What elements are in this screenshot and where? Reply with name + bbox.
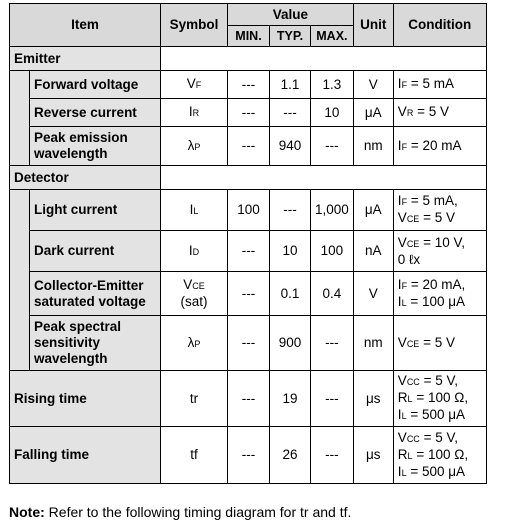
item-cell: Peak spectral sensitivity wavelength [30,316,161,371]
item-cell: Falling time [10,427,161,484]
min-cell: --- [228,127,270,166]
header-unit: Unit [353,4,393,47]
table-row [10,272,487,316]
max-cell: --- [311,427,354,484]
item-cell: Reverse current [30,99,161,127]
max-cell: 100 [311,231,354,272]
table-row [10,190,487,231]
condition-cell: VR = 5 V [393,99,486,127]
condition-cell: IF = 20 mA [393,127,486,166]
symbol-cell: tr [161,371,228,427]
unit-cell: μA [353,190,393,231]
min-cell: --- [228,427,270,484]
symbol-cell: VCE (sat) [161,272,228,316]
header-max: MAX. [311,26,354,47]
item-cell: Forward voltage [30,71,161,99]
symbol-cell: λP [161,316,228,371]
condition-cell: IF = 5 mA, VCE = 5 V [393,190,486,231]
symbol-cell: IL [161,190,228,231]
section-detector: Detector [10,166,161,190]
unit-cell: V [353,272,393,316]
unit-cell: nm [353,127,393,166]
max-cell: 0.4 [311,272,354,316]
min-cell: --- [228,371,270,427]
typ-cell: --- [270,190,311,231]
unit-cell: V [353,71,393,99]
unit-cell: μs [353,427,393,484]
spec-table [9,3,487,484]
typ-cell: 940 [270,127,311,166]
min-cell: --- [228,231,270,272]
max-cell: --- [311,316,354,371]
unit-cell: μs [353,371,393,427]
note-label: Note: [9,504,45,520]
symbol-cell: λP [161,127,228,166]
symbol-cell: VF [161,71,228,99]
table-row [10,127,487,166]
min-cell: --- [228,99,270,127]
condition-cell: IF = 5 mA [393,71,486,99]
header-value: Value [228,4,354,26]
condition-cell: IF = 20 mA, IL = 100 μA [393,272,486,316]
unit-cell: nA [353,231,393,272]
indent-cell [10,71,30,166]
typ-cell: 26 [270,427,311,484]
max-cell: 1.3 [311,71,354,99]
min-cell: --- [228,71,270,99]
typ-cell: 19 [270,371,311,427]
typ-cell: --- [270,99,311,127]
unit-cell: μA [353,99,393,127]
typ-cell: 0.1 [270,272,311,316]
section-emitter: Emitter [10,47,161,71]
item-cell: Light current [30,190,161,231]
header-min: MIN. [228,26,270,47]
symbol-cell: tf [161,427,228,484]
min-cell: --- [228,316,270,371]
indent-cell [10,190,30,371]
max-cell: --- [311,127,354,166]
max-cell: 10 [311,99,354,127]
table-row [10,427,487,484]
header-symbol: Symbol [161,4,228,47]
typ-cell: 10 [270,231,311,272]
item-cell: Peak emission wavelength [30,127,161,166]
header-item: Item [10,4,161,47]
typ-cell: 1.1 [270,71,311,99]
symbol-cell: ID [161,231,228,272]
header-condition: Condition [393,4,486,47]
typ-cell: 900 [270,316,311,371]
condition-cell: VCE = 5 V [393,316,486,371]
table-row [10,316,487,371]
max-cell: --- [311,371,354,427]
min-cell: --- [228,272,270,316]
footnote [9,504,351,520]
symbol-cell: IR [161,99,228,127]
table-row [10,99,487,127]
condition-cell: VCE = 10 V, 0 ℓx [393,231,486,272]
item-cell: Dark current [30,231,161,272]
max-cell: 1,000 [311,190,354,231]
item-cell: Rising time [10,371,161,427]
unit-cell: nm [353,316,393,371]
min-cell: 100 [228,190,270,231]
table-row [10,231,487,272]
condition-cell: VCC = 5 V, RL = 100 Ω, IL = 500 μA [393,371,486,427]
header-typ: TYP. [270,26,311,47]
table-row [10,71,487,99]
condition-cell: VCC = 5 V, RL = 100 Ω, IL = 500 μA [393,427,486,484]
note-text: Refer to the following timing diagram for tr and tf. [44,504,352,520]
table-row [10,371,487,427]
item-cell: Collector-Emitter saturated voltage [30,272,161,316]
